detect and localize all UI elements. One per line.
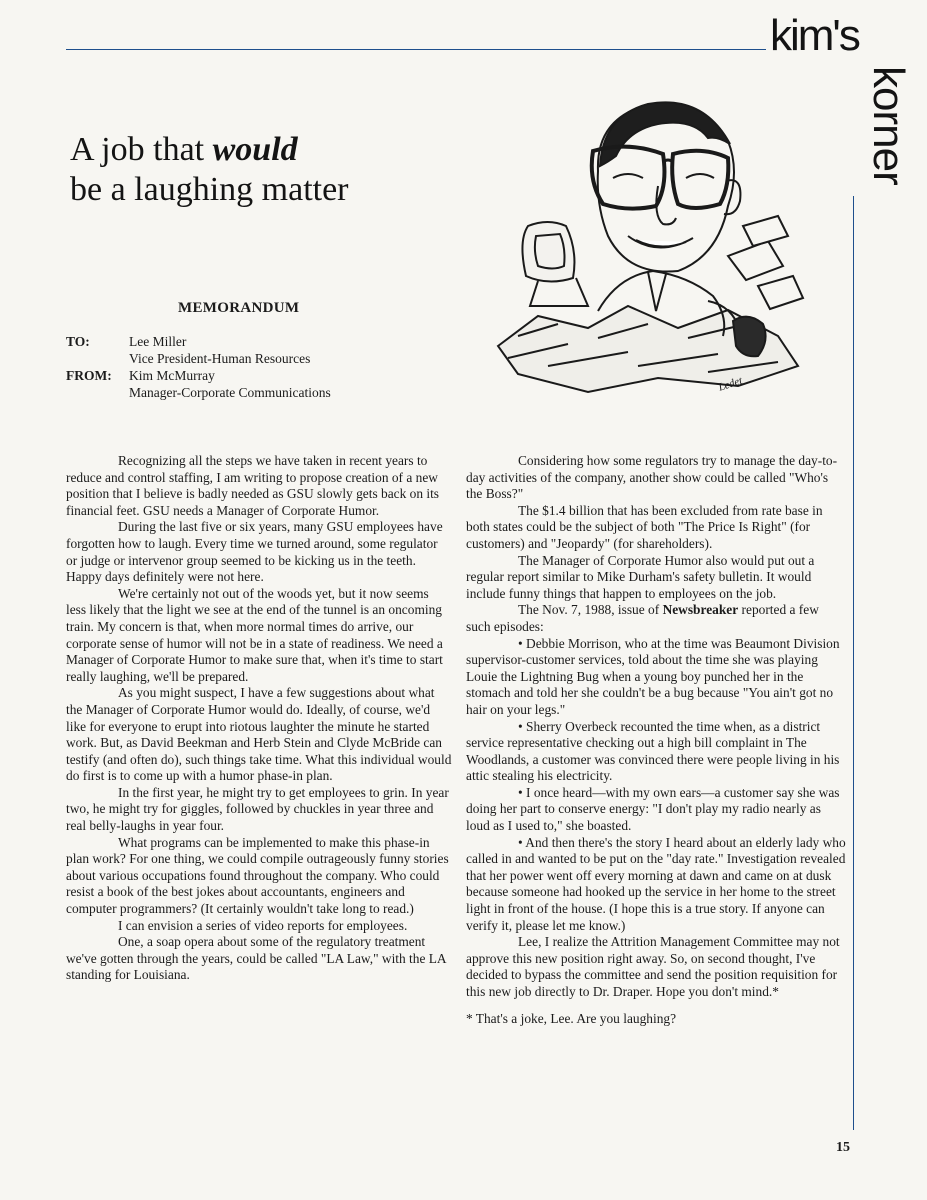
paragraph: Recognizing all the steps we have taken in recent years to reduce and control staffing, I am writing to propose creation of a new position that I believe is badly needed as GSU slowly gets back on its financial feet. GSU needs a Manager of Corporate Humor.	[66, 453, 440, 518]
paragraph: In the first year, he might try to get employees to grin. In year two, he might try for giggles, followed by chuckles in year three and real belly-laughs in year four.	[66, 784, 449, 834]
headline-emphasis: would	[212, 131, 298, 168]
paragraph: We're certainly not out of the woods yet, but it now seems less likely that the light we see at the end of the tunnel is an oncoming train. My concern is that, when more normal times do arrive, our corporate sense of humor will not be in a state of readiness. We need a Manager of Corporate Humor to make sure that, when it's time to start really laughing, we'll be prepared.	[66, 585, 443, 684]
left-text-column	[66, 453, 452, 984]
artist-signature: Ledet	[716, 374, 744, 394]
header-rule	[66, 49, 766, 50]
column-name: kim's	[770, 11, 859, 60]
memo-from-name: Kim McMurray	[129, 368, 215, 383]
column-name-vertical: korner	[864, 66, 913, 185]
newsbreaker-title: Newsbreaker	[662, 602, 739, 618]
paragraph: The $1.4 billion that has been excluded from rate base in both states could be the subject of both "The Price Is Right" (for customers) and "Jeopardy" (for shareholders).	[466, 502, 823, 551]
memo-header	[66, 333, 331, 401]
memo-to-name: Lee Miller	[129, 334, 187, 349]
closing-paragraph: Lee, I realize the Attrition Management Committee may not approve this new position right away. So, on second thought, I've decided to bypass the committee and send the position requisition for this new job directly to Dr. Draper. Hope you don't mind.*	[466, 934, 840, 999]
right-text-column	[466, 453, 846, 1027]
paragraph: The Manager of Corporate Humor also would put out a regular report similar to Mike Durham's safety bulletin. It would include funny things that happen to employees on the job.	[466, 552, 815, 601]
paragraph: I can envision a series of video reports for employees.	[118, 917, 408, 933]
bullet-item: • I once heard—with my own ears—a customer say she was doing her part to conserve energy: "I don't play my radio nearly as loud as I used to," she boasted.	[466, 784, 840, 834]
memo-from-title: Manager-Corporate Communications	[129, 385, 331, 400]
memo-from-label: FROM:	[66, 368, 112, 383]
headline-prefix: A job that	[70, 131, 213, 168]
paragraph: During the last five or six years, many GSU employees have forgotten how to laugh. Every time we turned around, some regulator or judge or intervenor group seemed to be kicking us in the teeth. Happy days definitely were not here.	[66, 519, 443, 585]
newsbreaker-before: The Nov. 7, 1988, issue of	[518, 602, 663, 618]
bullet-item: • Debbie Morrison, who at the time was Beaumont Division supervisor-customer services, told about the time she was playing Louie the Lightning Bug when a young boy punched her in the stomach and told her she couldn't be a bug because "You ain't got no hair on your legs."	[466, 635, 840, 717]
paragraph: What programs can be implemented to make this phase-in plan work? For one thing, we could compile outrageously funny stories about various occupations found throughout the company. Who could resist a book of the best jokes about accountants, engineers and computer programmers? (It certainly wouldn't take long to read.)	[66, 834, 449, 917]
newsbreaker-after: reported a few such episodes:	[466, 602, 819, 634]
side-rule	[853, 196, 854, 1130]
memo-title: MEMORANDUM	[178, 300, 300, 316]
article-headline	[70, 130, 349, 210]
footnote: * That's a joke, Lee. Are you laughing?	[466, 1010, 677, 1026]
memo-to-label: TO:	[66, 334, 90, 349]
paragraph: One, a soap opera about some of the regulatory treatment we've gotten through the years, could be called "LA Law," with the LA standing for Louisiana.	[66, 934, 446, 983]
bullet-item: • And then there's the story I heard about an elderly lady who called in and wanted to be put on the "day rate." Investigation revealed that her power went off every morning at dawn and came on at dusk because someone had hooked up the service in her home to the street light in front of the house. (I hope this is a true story. If anyone can verify it, please let me know.)	[466, 834, 846, 933]
paragraph-newsbreaker	[466, 602, 846, 635]
page-number: 15	[836, 1140, 850, 1155]
bullet-item: • Sherry Overbeck recounted the time when, as a district service representative checking out a high bill complaint in The Woodlands, a customer was convinced there were people living in his attic stealing his electricity.	[466, 718, 840, 784]
caricature-illustration	[478, 66, 818, 406]
paragraph: Considering how some regulators try to manage the day-to-day activities of the company, another show could be called "Who's the Boss?"	[466, 453, 838, 502]
headline-line2: be a laughing matter	[70, 171, 349, 208]
paragraph: As you might suspect, I have a few suggestions about what the Manager of Corporate Humor would do. Ideally, of course, we'd like for everyone to erupt into riotous laughter the minute he started work. But, as David Beekman and Herb Stein and Clyde McBride can testify (and often do), such things take time. What this individual would do first is to come up with a humor phase-in plan.	[66, 685, 452, 784]
memo-to-title: Vice President-Human Resources	[129, 351, 311, 366]
